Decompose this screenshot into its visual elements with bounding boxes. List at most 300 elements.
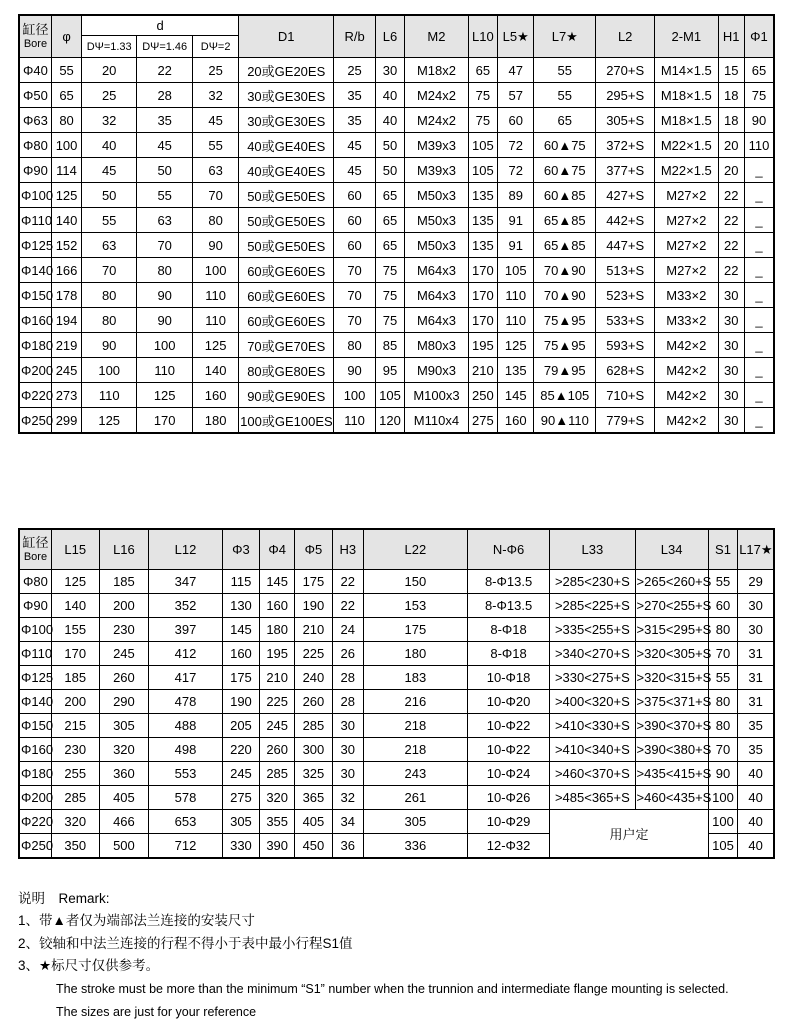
bore-label-cn: 缸径 bbox=[22, 534, 49, 550]
cell: 85 bbox=[375, 333, 404, 358]
cell: 80 bbox=[82, 283, 137, 308]
cell: 72 bbox=[498, 133, 534, 158]
table-row bbox=[19, 58, 774, 83]
cell: 270+S bbox=[596, 58, 655, 83]
cell: 160 bbox=[222, 642, 260, 666]
cell: 488 bbox=[149, 714, 222, 738]
cell: >375<371+S bbox=[635, 690, 708, 714]
cell: 110 bbox=[498, 283, 534, 308]
cell: 330 bbox=[222, 834, 260, 859]
cell: _ bbox=[744, 408, 774, 434]
cell: M27×2 bbox=[655, 183, 718, 208]
cell: _ bbox=[744, 333, 774, 358]
cell: >285<230+S bbox=[550, 570, 635, 594]
cell: 31 bbox=[738, 666, 774, 690]
cell: 30 bbox=[332, 714, 363, 738]
row-header-cell: Φ40 bbox=[19, 58, 51, 83]
cell: 55 bbox=[534, 83, 596, 108]
cell: 578 bbox=[149, 786, 222, 810]
cell: 30 bbox=[718, 408, 744, 434]
cell: M50x3 bbox=[405, 183, 468, 208]
col-header-l7: L7★ bbox=[534, 15, 596, 58]
row-header-cell: Φ180 bbox=[19, 333, 51, 358]
cell: 57 bbox=[498, 83, 534, 108]
cell: 80或GE80ES bbox=[239, 358, 334, 383]
cell: 8-Φ13.5 bbox=[467, 570, 549, 594]
cell: 40 bbox=[738, 834, 774, 859]
cell: 60或GE60ES bbox=[239, 283, 334, 308]
cell: 30或GE30ES bbox=[239, 83, 334, 108]
cell: 70 bbox=[708, 642, 737, 666]
cell: 25 bbox=[82, 83, 137, 108]
table-row bbox=[19, 408, 774, 434]
remark-item-1: 1、带▲者仅为端部法兰连接的安装尺寸 bbox=[18, 913, 255, 929]
cell: 55 bbox=[534, 58, 596, 83]
cell: 70 bbox=[334, 283, 376, 308]
cell: 79▲95 bbox=[534, 358, 596, 383]
cell: 25 bbox=[193, 58, 239, 83]
cell: 523+S bbox=[596, 283, 655, 308]
cell: 145 bbox=[222, 618, 260, 642]
cell: 26 bbox=[332, 642, 363, 666]
cell: 55 bbox=[708, 666, 737, 690]
cell: 72 bbox=[498, 158, 534, 183]
cell: 89 bbox=[498, 183, 534, 208]
cell: 35 bbox=[334, 83, 376, 108]
remark-english-2: The sizes are just for your reference bbox=[56, 1004, 257, 1019]
cell: 320 bbox=[51, 810, 99, 834]
cell: 185 bbox=[51, 666, 99, 690]
cell: 35 bbox=[738, 738, 774, 762]
cell: 347 bbox=[149, 570, 222, 594]
remarks-section bbox=[18, 889, 775, 1022]
cell: 75▲95 bbox=[534, 333, 596, 358]
cell: 30 bbox=[718, 358, 744, 383]
table-row bbox=[19, 570, 774, 594]
cell: 60 bbox=[708, 594, 737, 618]
cell: >390<370+S bbox=[635, 714, 708, 738]
cell: 153 bbox=[363, 594, 467, 618]
cell: 245 bbox=[222, 762, 260, 786]
cell: 63 bbox=[82, 233, 137, 258]
cell: 32 bbox=[193, 83, 239, 108]
cell: 80 bbox=[82, 308, 137, 333]
cell: 65 bbox=[375, 208, 404, 233]
cell: 60▲75 bbox=[534, 133, 596, 158]
table-row bbox=[19, 762, 774, 786]
cell: 60▲85 bbox=[534, 183, 596, 208]
cell: 50或GE50ES bbox=[239, 233, 334, 258]
cell: 70 bbox=[708, 738, 737, 762]
cell: 210 bbox=[468, 358, 497, 383]
cell: 22 bbox=[718, 183, 744, 208]
cell: 15 bbox=[718, 58, 744, 83]
cell: 160 bbox=[193, 383, 239, 408]
cell: M18×1.5 bbox=[655, 83, 718, 108]
cell: M64x3 bbox=[405, 258, 468, 283]
table-row bbox=[19, 358, 774, 383]
cell: 295+S bbox=[596, 83, 655, 108]
cell: 110 bbox=[334, 408, 376, 434]
cell: 100 bbox=[137, 333, 193, 358]
cell: M27×2 bbox=[655, 258, 718, 283]
cell: 20 bbox=[718, 158, 744, 183]
cell: 100 bbox=[708, 810, 737, 834]
cell: M22×1.5 bbox=[655, 133, 718, 158]
cell: 175 bbox=[295, 570, 333, 594]
cell: 150 bbox=[363, 570, 467, 594]
table-row bbox=[19, 618, 774, 642]
cell: _ bbox=[744, 158, 774, 183]
cell: 145 bbox=[260, 570, 295, 594]
cell: 245 bbox=[260, 714, 295, 738]
cell: 30 bbox=[738, 618, 774, 642]
row-header-cell: Φ160 bbox=[19, 738, 51, 762]
cell: _ bbox=[744, 383, 774, 408]
cell: 47 bbox=[498, 58, 534, 83]
cell: 91 bbox=[498, 233, 534, 258]
cell: 390 bbox=[260, 834, 295, 859]
cell: 10-Φ24 bbox=[467, 762, 549, 786]
cell: 10-Φ29 bbox=[467, 810, 549, 834]
cell: 320 bbox=[260, 786, 295, 810]
cell: 100 bbox=[82, 358, 137, 383]
cell: 125 bbox=[51, 183, 81, 208]
cell: 91 bbox=[498, 208, 534, 233]
cell: 105 bbox=[708, 834, 737, 859]
cell: 533+S bbox=[596, 308, 655, 333]
cell: 160 bbox=[498, 408, 534, 434]
table-row bbox=[19, 233, 774, 258]
cell: 45 bbox=[334, 133, 376, 158]
col-header-d-psi-133: DΨ=1.33 bbox=[82, 36, 137, 58]
cell: 75 bbox=[744, 83, 774, 108]
cell: 100 bbox=[708, 786, 737, 810]
cell: 10-Φ20 bbox=[467, 690, 549, 714]
cell: 170 bbox=[468, 258, 497, 283]
cell: >410<340+S bbox=[550, 738, 635, 762]
cell: 216 bbox=[363, 690, 467, 714]
cell: 135 bbox=[468, 208, 497, 233]
cell: 8-Φ18 bbox=[467, 618, 549, 642]
row-header-cell: Φ200 bbox=[19, 786, 51, 810]
cell: 355 bbox=[260, 810, 295, 834]
cell: >285<225+S bbox=[550, 594, 635, 618]
cell: 275 bbox=[468, 408, 497, 434]
cell: 195 bbox=[260, 642, 295, 666]
cell: 110 bbox=[193, 308, 239, 333]
cell: 29 bbox=[738, 570, 774, 594]
bore-label-en: Bore bbox=[23, 550, 48, 563]
cell: >340<270+S bbox=[550, 642, 635, 666]
cell: 273 bbox=[51, 383, 81, 408]
col-header-phi: φ bbox=[51, 15, 81, 58]
cell: >270<255+S bbox=[635, 594, 708, 618]
cell: M42×2 bbox=[655, 383, 718, 408]
cell: M42×2 bbox=[655, 333, 718, 358]
cell: 180 bbox=[193, 408, 239, 434]
cell: 60或GE60ES bbox=[239, 308, 334, 333]
cell: 95 bbox=[375, 358, 404, 383]
cell: 145 bbox=[498, 383, 534, 408]
cell: 8-Φ13.5 bbox=[467, 594, 549, 618]
cell: M64x3 bbox=[405, 308, 468, 333]
cell: 325 bbox=[295, 762, 333, 786]
cell: 22 bbox=[718, 233, 744, 258]
cell: 513+S bbox=[596, 258, 655, 283]
bore-label-cn: 缸径 bbox=[22, 21, 49, 37]
cell: 75 bbox=[375, 283, 404, 308]
cell: 70 bbox=[82, 258, 137, 283]
cell: 28 bbox=[332, 666, 363, 690]
col-header-d-group: d bbox=[82, 15, 239, 36]
table-row bbox=[19, 283, 774, 308]
cell: >485<365+S bbox=[550, 786, 635, 810]
cell: >335<255+S bbox=[550, 618, 635, 642]
cell: 55 bbox=[82, 208, 137, 233]
cell: 40 bbox=[738, 810, 774, 834]
cell: 140 bbox=[51, 208, 81, 233]
cell: 20 bbox=[82, 58, 137, 83]
cell: M90x3 bbox=[405, 358, 468, 383]
cell: 377+S bbox=[596, 158, 655, 183]
cell: 12-Φ32 bbox=[467, 834, 549, 859]
cell: 215 bbox=[51, 714, 99, 738]
cell: _ bbox=[744, 308, 774, 333]
cell: 30 bbox=[718, 283, 744, 308]
col-header-bore bbox=[19, 15, 51, 58]
col-header-bore bbox=[19, 529, 51, 570]
row-header-cell: Φ63 bbox=[19, 108, 51, 133]
cell: >460<435+S bbox=[635, 786, 708, 810]
col-header-phi4: Φ4 bbox=[260, 529, 295, 570]
cell: 170 bbox=[468, 283, 497, 308]
cell: 105 bbox=[468, 158, 497, 183]
row-header-cell: Φ150 bbox=[19, 283, 51, 308]
cell: 90 bbox=[82, 333, 137, 358]
cell: 60 bbox=[498, 108, 534, 133]
table-row bbox=[19, 108, 774, 133]
cell: 63 bbox=[137, 208, 193, 233]
cell: 50或GE50ES bbox=[239, 208, 334, 233]
col-header-h3: H3 bbox=[332, 529, 363, 570]
cell: 80 bbox=[708, 714, 737, 738]
table-row bbox=[19, 383, 774, 408]
cell: 40 bbox=[375, 108, 404, 133]
cell: >410<330+S bbox=[550, 714, 635, 738]
cell: 299 bbox=[51, 408, 81, 434]
row-header-cell: Φ140 bbox=[19, 258, 51, 283]
cell: 55 bbox=[137, 183, 193, 208]
cell: 175 bbox=[222, 666, 260, 690]
col-header-h1: H1 bbox=[718, 15, 744, 58]
cell: 90 bbox=[137, 308, 193, 333]
cell: 30 bbox=[332, 738, 363, 762]
cell: 55 bbox=[708, 570, 737, 594]
cell: M27×2 bbox=[655, 233, 718, 258]
cell: 155 bbox=[51, 618, 99, 642]
cell: 65 bbox=[51, 83, 81, 108]
cell: 250 bbox=[468, 383, 497, 408]
cell: 336 bbox=[363, 834, 467, 859]
cell: 60 bbox=[334, 233, 376, 258]
cell: 110 bbox=[82, 383, 137, 408]
table-row bbox=[19, 158, 774, 183]
cell: 125 bbox=[193, 333, 239, 358]
cell: 75 bbox=[468, 108, 497, 133]
cell: 105 bbox=[375, 383, 404, 408]
cell: 135 bbox=[468, 183, 497, 208]
cell: 45 bbox=[137, 133, 193, 158]
cell: 260 bbox=[295, 690, 333, 714]
cell: 125 bbox=[498, 333, 534, 358]
cell: 275 bbox=[222, 786, 260, 810]
cell: 320 bbox=[99, 738, 149, 762]
cell: 219 bbox=[51, 333, 81, 358]
cell: 75 bbox=[375, 308, 404, 333]
cell: M110x4 bbox=[405, 408, 468, 434]
col-header-phi5: Φ5 bbox=[295, 529, 333, 570]
dimension-table-2 bbox=[18, 528, 775, 859]
cell: 170 bbox=[51, 642, 99, 666]
cell: 65▲85 bbox=[534, 233, 596, 258]
cell: 100 bbox=[193, 258, 239, 283]
cell: 125 bbox=[82, 408, 137, 434]
cell: >320<315+S bbox=[635, 666, 708, 690]
table-row bbox=[19, 738, 774, 762]
row-header-cell: Φ180 bbox=[19, 762, 51, 786]
table-row bbox=[19, 208, 774, 233]
cell: 90 bbox=[744, 108, 774, 133]
cell: 18 bbox=[718, 83, 744, 108]
col-header-d-psi-2: DΨ=2 bbox=[193, 36, 239, 58]
cell: 90▲110 bbox=[534, 408, 596, 434]
row-header-cell: Φ140 bbox=[19, 690, 51, 714]
cell: 105 bbox=[498, 258, 534, 283]
cell: 40 bbox=[82, 133, 137, 158]
merged-cell: 用户定 bbox=[550, 810, 709, 859]
col-header-l10: L10 bbox=[468, 15, 497, 58]
cell: 110 bbox=[498, 308, 534, 333]
cell: 183 bbox=[363, 666, 467, 690]
remark-english-1: The stroke must be more than the minimum “S1” number when the trunnion and intermediate flange mounting is selected. bbox=[56, 982, 729, 996]
cell: 65 bbox=[375, 233, 404, 258]
dimension-table-1 bbox=[18, 14, 775, 434]
row-header-cell: Φ90 bbox=[19, 594, 51, 618]
cell: 40 bbox=[375, 83, 404, 108]
row-header-cell: Φ110 bbox=[19, 208, 51, 233]
cell: 60 bbox=[334, 208, 376, 233]
cell: 260 bbox=[260, 738, 295, 762]
col-header-l17: L17★ bbox=[738, 529, 774, 570]
cell: _ bbox=[744, 233, 774, 258]
cell: 28 bbox=[137, 83, 193, 108]
row-header-cell: Φ220 bbox=[19, 810, 51, 834]
cell: 218 bbox=[363, 714, 467, 738]
cell: M64x3 bbox=[405, 283, 468, 308]
cell: 22 bbox=[718, 208, 744, 233]
cell: 80 bbox=[708, 690, 737, 714]
cell: 35 bbox=[334, 108, 376, 133]
cell: 397 bbox=[149, 618, 222, 642]
cell: 50 bbox=[375, 133, 404, 158]
cell: M100x3 bbox=[405, 383, 468, 408]
cell: M24x2 bbox=[405, 108, 468, 133]
col-header-l15: L15 bbox=[51, 529, 99, 570]
cell: 305 bbox=[99, 714, 149, 738]
cell: 65 bbox=[375, 183, 404, 208]
cell: 75▲95 bbox=[534, 308, 596, 333]
col-header-nphi6: N-Φ6 bbox=[467, 529, 549, 570]
cell: 125 bbox=[137, 383, 193, 408]
cell: 352 bbox=[149, 594, 222, 618]
cell: >435<415+S bbox=[635, 762, 708, 786]
cell: 245 bbox=[99, 642, 149, 666]
cell: 178 bbox=[51, 283, 81, 308]
cell: M33×2 bbox=[655, 283, 718, 308]
cell: 305+S bbox=[596, 108, 655, 133]
cell: 205 bbox=[222, 714, 260, 738]
cell: 65 bbox=[534, 108, 596, 133]
row-header-cell: Φ100 bbox=[19, 183, 51, 208]
cell: 18 bbox=[718, 108, 744, 133]
cell: 10-Φ22 bbox=[467, 738, 549, 762]
table-row bbox=[19, 714, 774, 738]
cell: 40 bbox=[738, 762, 774, 786]
cell: 135 bbox=[468, 233, 497, 258]
cell: 30或GE30ES bbox=[239, 108, 334, 133]
cell: 779+S bbox=[596, 408, 655, 434]
cell: 100 bbox=[334, 383, 376, 408]
cell: 34 bbox=[332, 810, 363, 834]
cell: 20 bbox=[718, 133, 744, 158]
cell: 22 bbox=[332, 570, 363, 594]
cell: 447+S bbox=[596, 233, 655, 258]
table-row bbox=[19, 333, 774, 358]
cell: 65 bbox=[744, 58, 774, 83]
cell: 30 bbox=[375, 58, 404, 83]
cell: 110 bbox=[193, 283, 239, 308]
cell: 243 bbox=[363, 762, 467, 786]
row-header-cell: Φ100 bbox=[19, 618, 51, 642]
cell: 285 bbox=[51, 786, 99, 810]
col-header-d-psi-146: DΨ=1.46 bbox=[137, 36, 193, 58]
cell: 261 bbox=[363, 786, 467, 810]
cell: 70 bbox=[334, 308, 376, 333]
cell: _ bbox=[744, 283, 774, 308]
cell: 90 bbox=[708, 762, 737, 786]
row-header-cell: Φ220 bbox=[19, 383, 51, 408]
cell: 30 bbox=[718, 383, 744, 408]
cell: M18×1.5 bbox=[655, 108, 718, 133]
cell: 350 bbox=[51, 834, 99, 859]
cell: 80 bbox=[334, 333, 376, 358]
cell: 90 bbox=[193, 233, 239, 258]
row-header-cell: Φ200 bbox=[19, 358, 51, 383]
col-header-s1: S1 bbox=[708, 529, 737, 570]
cell: 90 bbox=[137, 283, 193, 308]
cell: 28 bbox=[332, 690, 363, 714]
cell: 442+S bbox=[596, 208, 655, 233]
row-header-cell: Φ250 bbox=[19, 834, 51, 859]
cell: 70 bbox=[193, 183, 239, 208]
cell: 10-Φ26 bbox=[467, 786, 549, 810]
cell: 80 bbox=[193, 208, 239, 233]
row-header-cell: Φ125 bbox=[19, 233, 51, 258]
cell: >265<260+S bbox=[635, 570, 708, 594]
cell: 45 bbox=[193, 108, 239, 133]
cell: 31 bbox=[738, 642, 774, 666]
